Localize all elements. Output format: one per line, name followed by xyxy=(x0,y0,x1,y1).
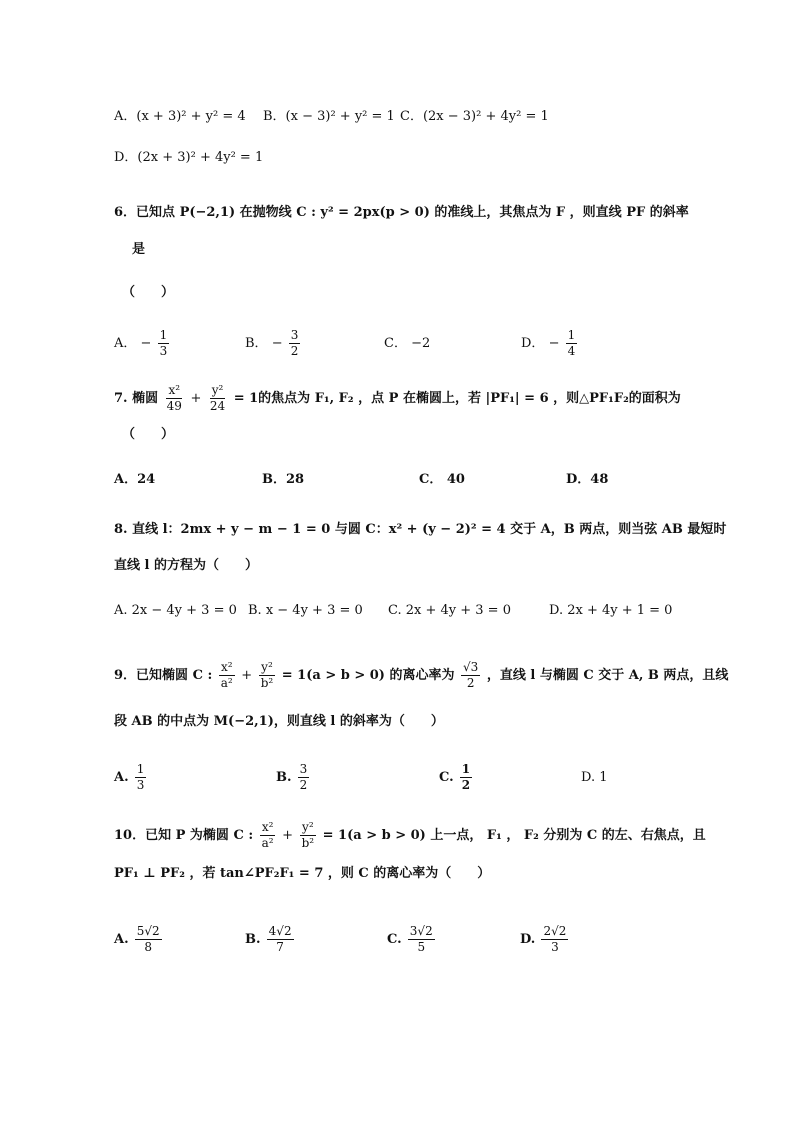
q5-option-c: C．(2x − 3)² + 4y² = 1 xyxy=(400,109,549,124)
q10-f2-num: y² xyxy=(302,820,314,834)
q9-f1-den: a² xyxy=(220,676,233,690)
q9-option-c-fraction xyxy=(460,762,472,793)
q9-pre: 9．已知椭圆 C : xyxy=(114,668,213,683)
q9-fraction-y xyxy=(259,660,276,691)
q7-f2-num: y² xyxy=(211,383,224,397)
q9-stem-line1 xyxy=(114,660,728,691)
q9-option-d: D. 1 xyxy=(581,770,608,785)
q6-option-a-sign: − xyxy=(140,336,152,351)
q9-option-b xyxy=(276,762,311,793)
q7-f1-num: x² xyxy=(168,383,181,397)
q9-option-b-fraction xyxy=(298,762,310,793)
q9-a-num: 1 xyxy=(136,762,145,776)
q6-option-c: C． −2 xyxy=(384,336,431,351)
q6-b-den: 2 xyxy=(290,344,299,358)
q7-option-a: A．24 xyxy=(114,472,156,487)
q9-f2-den: b² xyxy=(260,676,274,690)
q9-option-b-label: B. xyxy=(276,770,292,785)
q10-post: = 1(a > b > 0) 上一点， F₁ ， F₂ 分别为 C 的左、右焦点，且 xyxy=(322,828,706,843)
q9-mid: = 1(a > b > 0) 的离心率为 xyxy=(281,668,455,683)
q8-option-b: B. x − 4y + 3 = 0 xyxy=(248,603,363,618)
q10-option-d-label: D. xyxy=(520,932,536,947)
q10-f2-den: b² xyxy=(301,836,315,850)
q10-stem-line2: PF₁ ⊥ PF₂ ，若 tan∠PF₂F₁ = 7 ，则 C 的离心率为（ ） xyxy=(114,866,491,881)
q9-c-den: 2 xyxy=(461,778,471,792)
q8-option-c: C. 2x + 4y + 3 = 0 xyxy=(388,603,511,618)
q10-pre: 10．已知 P 为椭圆 C : xyxy=(114,828,254,843)
q9-f1-num: x² xyxy=(220,660,233,674)
q9-post: ，直线 l 与椭圆 C 交于 A, B 两点，且线 xyxy=(486,668,729,683)
q5-option-a: A．(x + 3)² + y² = 4 xyxy=(114,109,246,124)
q10-option-b xyxy=(245,924,296,955)
q10-option-a-label: A. xyxy=(114,932,129,947)
q6-option-d-sign: − xyxy=(548,336,560,351)
q7-pre: 7. 椭圆 xyxy=(114,391,159,406)
q9-a-den: 3 xyxy=(136,778,145,792)
q6-option-b-sign: − xyxy=(271,336,283,351)
q5-option-b: B．(x − 3)² + y² = 1 xyxy=(263,109,395,124)
q5-option-d: D．(2x + 3)² + 4y² = 1 xyxy=(114,150,264,165)
q6-option-a-fraction xyxy=(158,328,170,359)
q6-option-a xyxy=(114,328,171,359)
q6-stem-line1: 6．已知点 P(−2,1) 在抛物线 C : y² = 2px(p > 0) 的准线上，其焦点为 F ，则直线 PF 的斜率 xyxy=(114,205,689,220)
q9-e-num: √3 xyxy=(463,660,479,674)
q8-stem-line2: 直线 l 的方程为（ ） xyxy=(114,558,258,573)
q6-a-num: 1 xyxy=(159,328,168,342)
q10-option-a-fraction xyxy=(135,924,162,955)
q10-fraction-y xyxy=(300,820,317,851)
q10-option-a xyxy=(114,924,164,955)
q9-e-den: 2 xyxy=(466,676,475,690)
q10-b-num: 4√2 xyxy=(268,924,292,938)
q7-f1-den: 49 xyxy=(166,399,182,413)
q10-plus: + xyxy=(282,828,294,843)
q10-d-num: 2√2 xyxy=(543,924,567,938)
q6-option-b-label: B． xyxy=(245,336,268,351)
q8-option-a: A. 2x − 4y + 3 = 0 xyxy=(114,603,237,618)
q10-option-c-fraction xyxy=(408,924,435,955)
q6-option-b-fraction xyxy=(289,328,301,359)
q10-c-num: 3√2 xyxy=(409,924,433,938)
q8-stem-line1: 8. 直线 l：2mx + y − m − 1 = 0 与圆 C：x² + (y − 2)² = 4 交于 A，B 两点，则当弦 AB 最短时 xyxy=(114,522,727,537)
q10-f1-den: a² xyxy=(261,836,274,850)
q9-option-c-label: C. xyxy=(439,770,454,785)
q7-fraction-y xyxy=(208,383,227,414)
q10-c-den: 5 xyxy=(417,940,426,954)
q9-option-a xyxy=(114,762,148,793)
q6-b-num: 3 xyxy=(290,328,299,342)
q9-stem-line2: 段 AB 的中点为 M(−2,1)，则直线 l 的斜率为（ ） xyxy=(114,714,444,729)
q10-d-den: 3 xyxy=(551,940,559,954)
q6-a-den: 3 xyxy=(159,344,168,358)
q10-option-c-label: C. xyxy=(387,932,402,947)
q7-plus: + xyxy=(190,391,202,406)
q7-option-b: B．28 xyxy=(262,472,305,487)
q7-post: = 1的焦点为 F₁, F₂ ，点 P 在椭圆上，若 |PF₁| = 6 ，则△PF₁F₂的面积为 xyxy=(233,391,681,406)
q6-option-d-fraction xyxy=(566,328,578,359)
q7-option-c: C． 40 xyxy=(419,472,465,487)
q9-c-num: 1 xyxy=(461,762,471,776)
q6-option-a-label: A． xyxy=(114,336,137,351)
q10-option-d xyxy=(520,924,570,955)
q6-option-d-label: D． xyxy=(521,336,545,351)
q7-fraction-x xyxy=(165,383,184,414)
q10-a-den: 8 xyxy=(144,940,153,954)
q9-f2-num: y² xyxy=(261,660,273,674)
q9-option-a-label: A. xyxy=(114,770,129,785)
q6-paren: （ ） xyxy=(122,285,175,300)
q9-option-c xyxy=(439,762,474,793)
q9-option-a-fraction xyxy=(135,762,147,793)
q9-fraction-x xyxy=(219,660,235,691)
q6-stem-line2: 是 xyxy=(132,242,146,257)
q6-option-d xyxy=(521,328,579,359)
q10-b-den: 7 xyxy=(276,940,284,954)
q10-f1-num: x² xyxy=(261,820,274,834)
q10-option-b-fraction xyxy=(267,924,294,955)
q6-d-num: 1 xyxy=(567,328,576,342)
q7-stem-line1 xyxy=(114,383,681,414)
q10-option-c xyxy=(387,924,437,955)
q9-b-den: 2 xyxy=(299,778,308,792)
q9-fraction-e xyxy=(461,660,480,691)
q7-paren: （ ） xyxy=(122,427,175,442)
q10-option-d-fraction xyxy=(541,924,568,955)
q7-option-d: D．48 xyxy=(566,472,609,487)
q10-fraction-x xyxy=(260,820,276,851)
q10-a-num: 5√2 xyxy=(136,924,160,938)
q7-f2-den: 24 xyxy=(209,399,226,413)
q6-d-den: 4 xyxy=(567,344,576,358)
q10-option-b-label: B. xyxy=(245,932,261,947)
q6-option-b xyxy=(245,328,302,359)
q9-b-num: 3 xyxy=(299,762,308,776)
q9-plus: + xyxy=(241,668,253,683)
q8-option-d: D. 2x + 4y + 1 = 0 xyxy=(549,603,673,618)
q10-stem-line1 xyxy=(114,820,706,851)
